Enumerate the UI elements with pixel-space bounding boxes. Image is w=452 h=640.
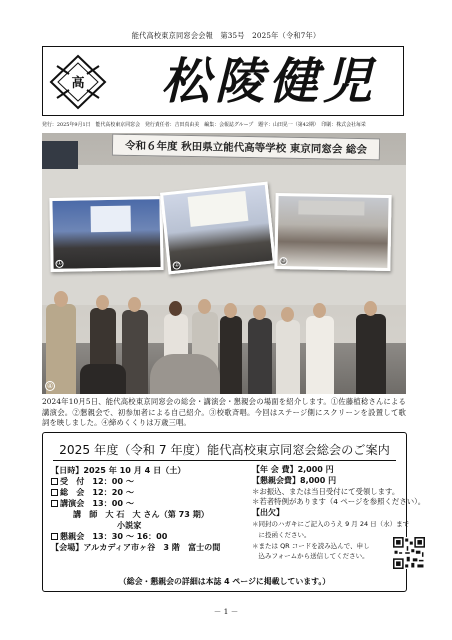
speaker-row: 講 師 大 石 大 さん（第 73 期） xyxy=(73,509,209,519)
meeting-notice xyxy=(42,432,426,592)
speaker-title: 小説家 xyxy=(117,520,142,530)
person-figure xyxy=(356,314,386,394)
photo-screen xyxy=(42,141,78,169)
attendance-note: ＊または QR コードを読み込んで、申し xyxy=(252,541,370,550)
person-head xyxy=(169,301,182,316)
inset-number: ② xyxy=(173,261,180,269)
fee-note: ＊お振込、または当日受付にて受領します。 xyxy=(252,486,400,496)
notice-fees xyxy=(252,465,426,562)
person-head xyxy=(281,307,294,322)
event-banner: 令和６年度 秋田県立能代高等学校 東京同窓会 総会 xyxy=(112,134,380,161)
person-seated xyxy=(80,364,126,394)
person-head xyxy=(128,297,141,312)
person-head xyxy=(364,301,377,316)
checkbox-icon xyxy=(51,478,58,485)
page-number: － 1 － xyxy=(213,607,239,616)
inset-photo-introduction xyxy=(160,182,276,275)
masthead xyxy=(42,46,404,116)
fee-note: ＊若者特例があります（4 ページを参照ください）。 xyxy=(252,497,426,507)
attendance-heading: 【出欠】 xyxy=(252,508,284,518)
checkbox-icon xyxy=(51,533,58,540)
person-head xyxy=(96,295,109,310)
person-head xyxy=(313,303,326,318)
annual-fee: 【年 会 費】2,000 円 xyxy=(252,465,334,474)
schedule-row-party: 懇親会 13：30 〜 16：00 xyxy=(51,531,243,542)
masthead-title: 松陵健児 xyxy=(161,52,378,110)
publication-info: 発行：2025年9月1日 能代高校東京同窓会 発行責任者：吉田真由美 編集：会報誌グループ 題字：山田晃一（第42期） 印刷：株式会社毎栄 xyxy=(42,122,366,128)
schedule-row: 総 会 12：20 〜 xyxy=(51,487,243,498)
person-head xyxy=(54,291,68,307)
attendance-note: に投函ください。 xyxy=(252,530,311,539)
inset-photo-lecture xyxy=(49,196,163,272)
person-figure xyxy=(276,320,300,394)
person-seated xyxy=(150,354,220,394)
person-head xyxy=(198,299,211,314)
checkbox-icon xyxy=(51,500,58,507)
party-fee: 【懇親会費】8,000 円 xyxy=(252,475,337,485)
checkbox-icon xyxy=(51,489,58,496)
notice-footer: （総会・懇親会の詳細は本誌 4 ページに掲載しています。） xyxy=(118,577,331,586)
event-photo xyxy=(42,133,406,394)
person-figure xyxy=(248,318,272,394)
issue-line: 能代高校東京同窓会会報 第35号 2025年（令和7年） xyxy=(131,31,321,40)
inset-number: ③ xyxy=(280,257,287,265)
person-head xyxy=(253,305,266,320)
notice-schedule xyxy=(51,465,243,553)
inset-photo-school-song xyxy=(274,193,391,271)
person-figure xyxy=(306,316,334,394)
photo-caption: 2024年10月5日、能代高校東京同窓会の総会・講演会・懇親会の場面を紹介します。①佐藤植稔さんによる講演会。②懇親会で、初参加者による自己紹介。③校歌斉唱。今回はステージ側にスクリーンを設置して歌詞を映しました。④締めくくりは万歳三唱。 xyxy=(42,397,406,428)
attendance-note: 込みフォームから送信してください。 xyxy=(252,552,369,561)
schedule-row: 受 付 12：00 〜 xyxy=(51,476,243,487)
qr-code-icon[interactable] xyxy=(393,537,425,569)
attendance-note: ＊同封のハガキにご記入のうえ 9 月 24 日（水）まで xyxy=(252,519,410,528)
person-figure xyxy=(220,316,242,394)
notice-divider xyxy=(53,460,396,461)
notice-title: 2025 年度（令和 7 年度）能代高校東京同窓会総会のご案内 xyxy=(59,443,390,457)
inset-number: ① xyxy=(56,259,63,267)
notice-venue: 【会場】アルカディア市ヶ谷 3 階 富士の間 xyxy=(51,542,221,552)
person-head xyxy=(224,303,237,318)
emblem-character: 高 xyxy=(71,76,85,91)
notice-date: 【日時】2025 年 10 月 4 日（土） xyxy=(51,465,186,475)
photo-number: ④ xyxy=(46,382,54,390)
school-emblem-icon xyxy=(49,54,107,110)
schedule-row: 講演会 13：00 〜 xyxy=(51,498,243,509)
